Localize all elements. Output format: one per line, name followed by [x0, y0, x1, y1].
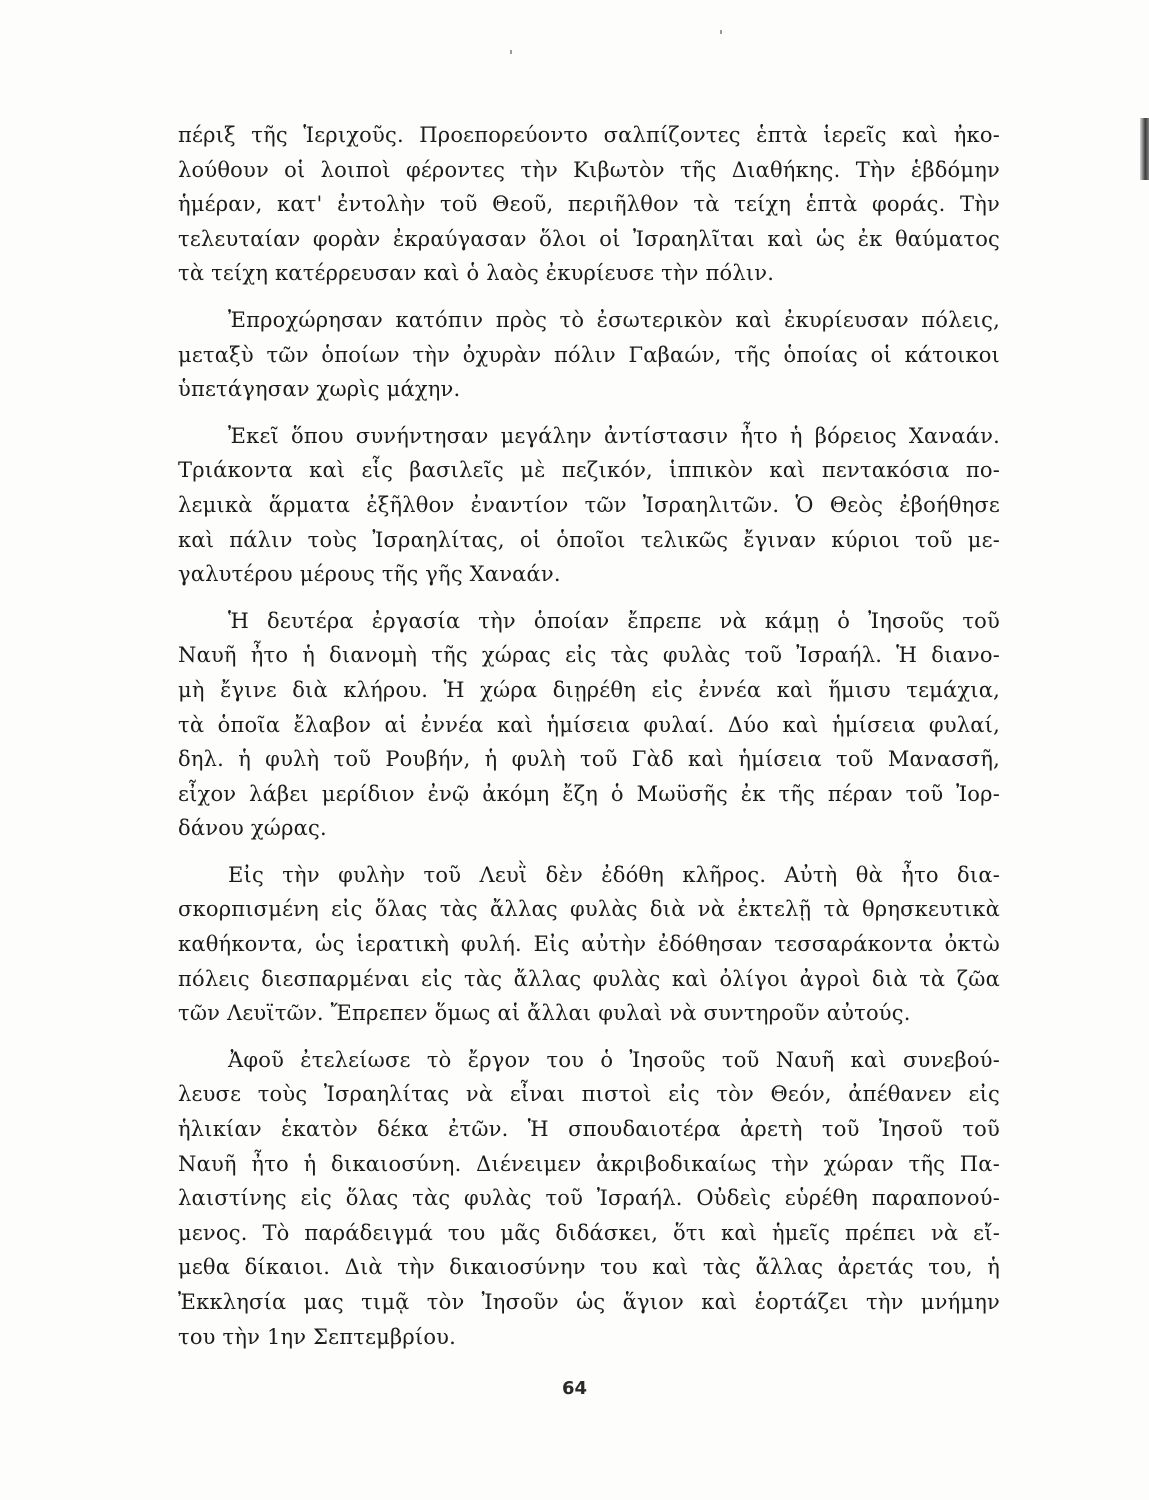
text-line: λευσε τοὺς Ἰσραηλίτας νὰ εἶναι πιστοὶ εἰς τὸν Θεόν, ἀπέθανεν εἰς	[178, 1082, 1000, 1107]
text-line: μεταξὺ τῶν ὁποίων τὴν ὀχυρὰν πόλιν Γαβαών, τῆς ὁποίας οἱ κάτοικοι	[178, 342, 1000, 367]
text-line: Ναυῆ ἦτο ἡ διανομὴ τῆς χώρας εἰς τὰς φυλὰς τοῦ Ἰσραήλ. Ἡ διανο-	[178, 643, 1000, 668]
text-line: Ἡ δευτέρα ἐργασία τὴν ὁποίαν ἔπρεπε νὰ κάμῃ ὁ Ἰησοῦς τοῦ	[228, 608, 1000, 633]
text-line: καὶ πάλιν τοὺς Ἰσραηλίτας, οἱ ὁποῖοι τελικῶς ἔγιναν κύριοι τοῦ με-	[178, 527, 1000, 552]
text-line: μεθα δίκαιοι. Διὰ τὴν δικαιοσύνην του καὶ τὰς ἄλλας ἀρετάς του, ἡ	[178, 1255, 1000, 1280]
text-line: Ἐπροχώρησαν κατόπιν πρὸς τὸ ἐσωτερικὸν καὶ ἐκυρίευσαν πόλεις,	[228, 307, 1000, 332]
text-line: σκορπισμένη εἰς ὅλας τὰς ἄλλας φυλὰς διὰ νὰ ἐκτελῇ τὰ θρησκευτικὰ	[178, 897, 1000, 922]
text-line: ἡλικίαν ἑκατὸν δέκα ἐτῶν. Ἡ σπουδαιοτέρα ἀρετὴ τοῦ Ἰησοῦ τοῦ	[178, 1117, 1000, 1142]
dust-speck	[510, 50, 512, 54]
page-number: 64	[561, 1378, 588, 1399]
text-line: Ἐκεῖ ὅπου συνήντησαν μεγάλην ἀντίστασιν ἦτο ἡ βόρειος Χαναάν.	[228, 423, 1000, 448]
text-line: λούθουν οἱ λοιποὶ φέροντες τὴν Κιβωτὸν τῆς Διαθήκης. Τὴν ἑβδόμην	[178, 157, 1000, 182]
paragraph	[178, 118, 1000, 291]
text-line: Ἐκκλησία μας τιμᾷ τὸν Ἰησοῦν ὡς ἅγιον καὶ ἑορτάζει τὴν μνήμην	[178, 1290, 1000, 1314]
text-line: δηλ. ἡ φυλὴ τοῦ Ρουβήν, ἡ φυλὴ τοῦ Γὰδ καὶ ἡμίσεια τοῦ Μανασσῆ,	[178, 747, 1000, 772]
text-line: Εἰς τὴν φυλὴν τοῦ Λευῒ δὲν ἐδόθη κλῆρος. Αὐτὴ θὰ ἦτο δια-	[228, 862, 1000, 887]
text-line: λαιστίνης εἰς ὅλας τὰς φυλὰς τοῦ Ἰσραήλ. Οὐδεὶς εὑρέθη παραπονού-	[178, 1186, 1000, 1211]
text-line: μὴ ἔγινε διὰ κλήρου. Ἡ χώρα διῃρέθη εἰς ἐννέα καὶ ἥμισυ τεμάχια,	[178, 677, 1000, 702]
dust-speck	[720, 30, 722, 34]
text-line: πέριξ τῆς Ἱεριχοῦς. Προεπορεύοντο σαλπίζοντες ἑπτὰ ἱερεῖς καὶ ἠκο-	[178, 123, 1000, 147]
text-line: του τὴν 1ην Σεπτεμβρίου.	[178, 1324, 457, 1349]
text-line: τὰ ὁποῖα ἔλαβον αἱ ἐννέα καὶ ἡμίσεια φυλαί. Δύο καὶ ἡμίσεια φυλαί,	[178, 712, 1000, 737]
paragraph	[178, 858, 1000, 1031]
text-line: τελευταίαν φορὰν ἐκραύγασαν ὅλοι οἱ Ἰσραηλῖται καὶ ὡς ἐκ θαύματος	[178, 226, 1000, 251]
body-text	[178, 118, 1000, 1354]
text-line: μενος. Τὸ παράδειγμά του μᾶς διδάσκει, ὅτι καὶ ἡμεῖς πρέπει νὰ εἴ-	[178, 1220, 1000, 1245]
text-line: Ναυῆ ἦτο ἡ δικαιοσύνη. Διένειμεν ἀκριβοδικαίως τὴν χώραν τῆς Πα-	[178, 1151, 1000, 1176]
text-line: ὑπετάγησαν χωρὶς μάχην.	[178, 377, 461, 402]
binding-edge-shadow	[1140, 118, 1149, 180]
text-line: Ἀφοῦ ἐτελείωσε τὸ ἔργον του ὁ Ἰησοῦς τοῦ Ναυῆ καὶ συνεβού-	[228, 1047, 1000, 1072]
paragraph	[178, 303, 1000, 407]
text-line: ἡμέραν, κατ' ἐντολὴν τοῦ Θεοῦ, περιῆλθον τὰ τείχη ἑπτὰ φοράς. Τὴν	[178, 192, 1000, 217]
text-line: καθήκοντα, ὡς ἱερατικὴ φυλή. Εἰς αὐτὴν ἐδόθησαν τεσσαράκοντα ὀκτὼ	[178, 932, 1000, 957]
text-line: τὰ τείχη κατέρρευσαν καὶ ὁ λαὸς ἐκυρίευσε τὴν πόλιν.	[178, 261, 775, 286]
paragraph	[178, 419, 1000, 592]
text-line: Τριάκοντα καὶ εἷς βασιλεῖς μὲ πεζικόν, ἱππικὸν καὶ πεντακόσια πο-	[178, 458, 1000, 483]
text-line: εἶχον λάβει μερίδιον ἐνῷ ἀκόμη ἔζη ὁ Μωϋσῆς ἐκ τῆς πέραν τοῦ Ἰορ-	[178, 781, 1000, 806]
text-line: γαλυτέρου μέρους τῆς γῆς Χαναάν.	[178, 562, 561, 587]
text-line: δάνου χώρας.	[178, 816, 327, 841]
paragraph	[178, 1043, 1000, 1354]
text-line: τῶν Λευϊτῶν. Ἔπρεπεν ὅμως αἱ ἄλλαι φυλαὶ νὰ συντηροῦν αὐτούς.	[178, 1001, 911, 1026]
text-line: λεμικὰ ἅρματα ἐξῆλθον ἐναντίον τῶν Ἰσραηλιτῶν. Ὁ Θεὸς ἐβοήθησε	[178, 492, 1000, 517]
text-line: πόλεις διεσπαρμέναι εἰς τὰς ἄλλας φυλὰς καὶ ὀλίγοι ἀγροὶ διὰ τὰ ζῶα	[178, 966, 1000, 991]
paragraph	[178, 604, 1000, 846]
